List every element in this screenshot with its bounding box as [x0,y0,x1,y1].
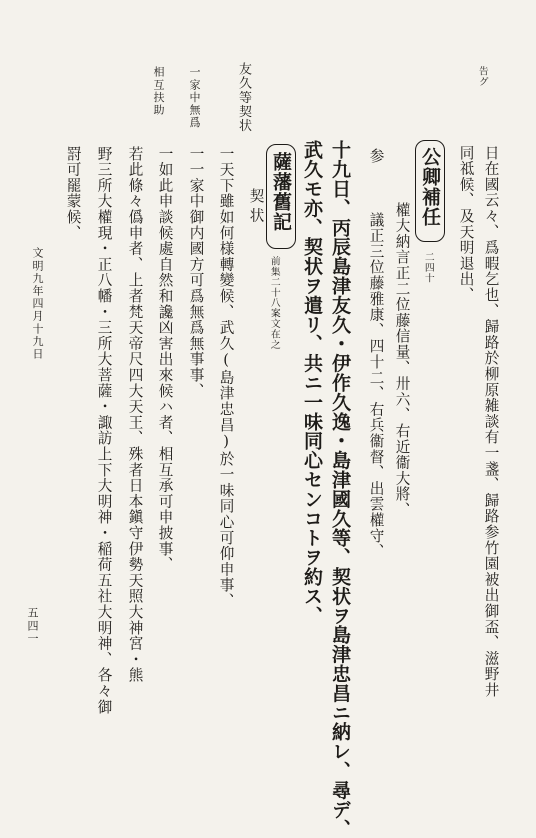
article-line: 罸可罷蒙候、 [64,146,82,241]
upper-note: 友久等契状 [236,62,251,133]
article-line: 野三所大權現・正八幡・三所大菩薩・諏訪上下大明神・稲荷五社大明神、各々御 [95,146,113,715]
kugyo-heading: 公卿補任 [419,147,441,227]
satsuma-heading: 薩藩舊記 [270,152,292,232]
kugyo-entry: 議正三位藤雅康、四十二、右兵衞督、出雲權守、 [367,212,385,560]
article-line: 一一家中御内國方可爲無爲無事事、 [187,146,205,399]
article-line: 一天下雖如何様轉變候、武久(島津忠昌)於一味同心可仰申事、 [217,146,235,609]
document-title: 契状 [247,188,265,228]
diary-line: 同祗候、及天明退出、 [457,145,475,303]
diary-line: 日在國云々、爲暇乞也、歸路於柳原雑談有一盞、歸路参竹園被出御盃、滋野井 [482,145,500,698]
article-line: 一如此申談候處自然和讒凶害出來候ハ者、相互承可申披事、 [156,146,174,573]
article-line: 若此條々僞申者、上者梵天帝尺四大天王、殊者日本鎭守伊勢天照大神宮・熊 [126,146,144,684]
narrative-line: 十九日、丙辰島津友久・伊作久逸・島津國久等、契状ヲ島津忠昌ニ納レ、尋デ、 [329,140,351,838]
narrative-line: 武久モ亦、契状ヲ遣リ、共ニ一味同心センコトヲ約ス、 [301,140,323,625]
upper-note: 相互扶助 [152,66,165,117]
source-ref: 二四十 [422,252,434,284]
kugyo-entry: 權大納言正二位藤信量、卅六、右近衞大將、 [393,202,411,518]
kugyo-rank-label: 参 [367,148,385,164]
date-line: 文明九年四月十九日 [31,247,44,361]
running-head: 告グ [476,66,488,87]
source-ref: 前集二十八案文在之 [268,256,280,350]
page-number: 五四一 [26,607,39,645]
upper-note: 一家中無爲 [188,66,201,129]
